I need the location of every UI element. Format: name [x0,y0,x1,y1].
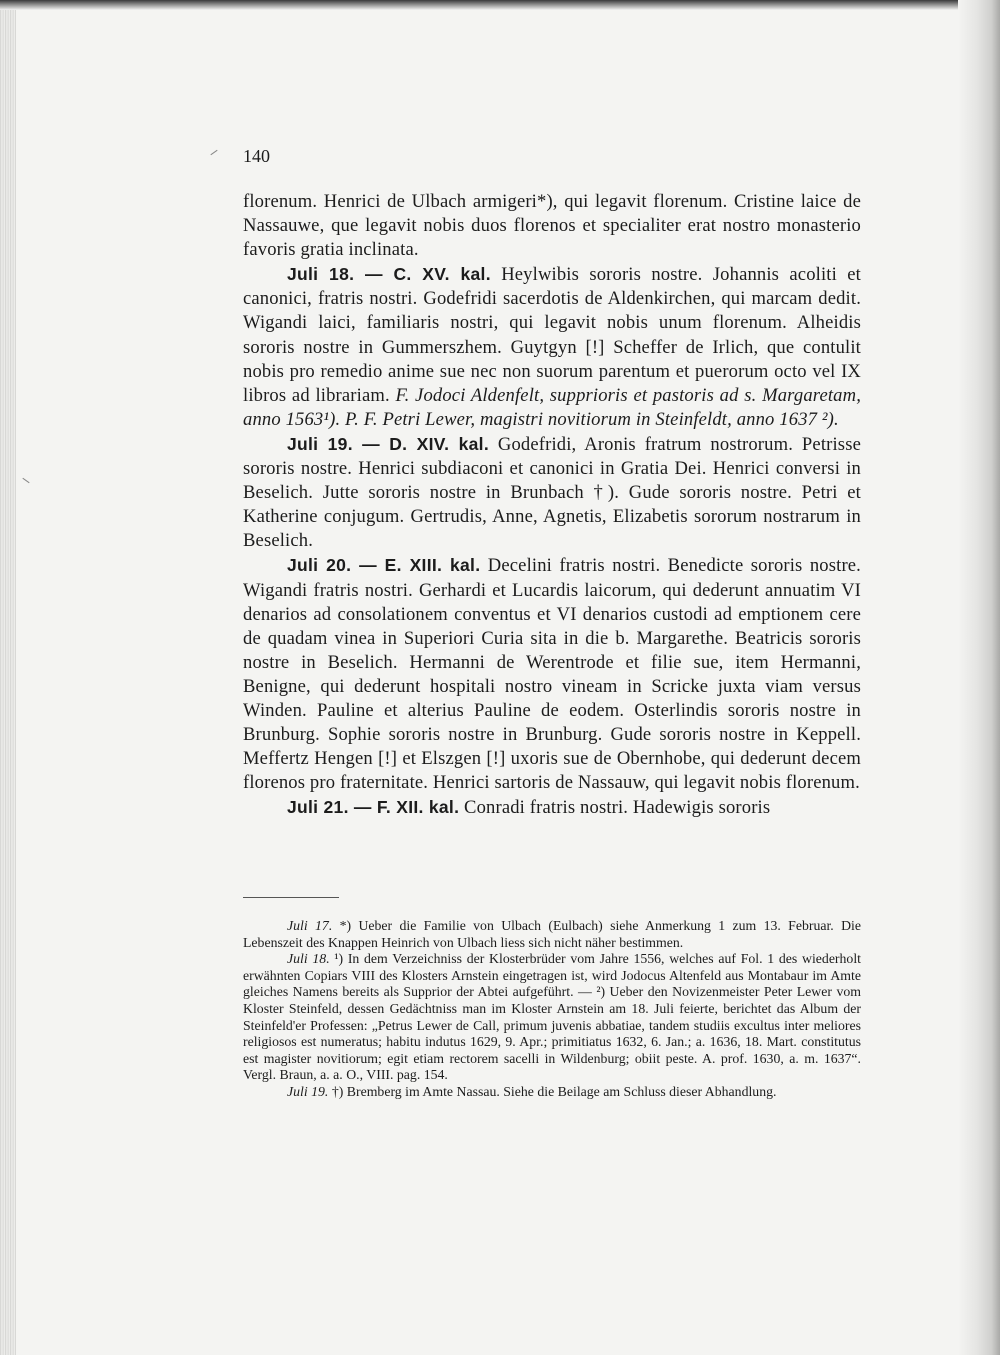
date-heading: Juli 20. — E. XIII. kal. [287,555,481,576]
paragraph-text: Conradi fratris nostri. Hadewigis sororis [459,797,771,819]
footnote [243,918,861,951]
paragraph-juli-20 [243,553,861,795]
footnote-label: Juli 19. [287,1083,329,1099]
paragraph-text: Decelini fratris nostri. Benedicte sororis nostre. Wigandi fratris nostri. Gerhardi et Lucardis laicorum, qui dederunt annuatim VI denarios ad consolationem conventus et VI denarios custodi ad emptionem cere de quadam vinea in Superiori Curia sita in die b. Margarethe. Beatricis sororis nostre in Beselich. Hermanni de Werentrode et filie sue, item Hermanni, Benigne, qui dederunt hospitali nostro vineam in Scricke juxta viam versus Winden. Pauline et alterius Pauline de eodem. Osterlindis sororis nostre in Brunburg. Sophie sororis nostre in Brunburg. Gude sororis nostre in Keppell. Meffertz Hengen [!] et Elszgen [!] uxoris sue de Obernhobe, qui dederunt decem florenos pro fraternitate. Henrici sartoris de Nassauw, qui legavit nobis florenum. [243,555,861,794]
footnote-text: †) Bremberg im Amte Nassau. Siehe die Beilage am Schluss dieser Abhandlung. [328,1083,777,1099]
footnote-text: *) Ueber die Familie von Ulbach (Eulbach) siehe Anmerkung 1 zum 13. Februar. Die Lebenszeit des Knappen Heinrich von Ulbach liess sich nicht näher bestimmen. [243,918,862,950]
footnote-text: ¹) In dem Verzeichniss der Klosterbrüder vom Jahre 1556, welches auf Fol. 1 des wiederholt erwähnten Copiars VIII des Klosters Arnstein eingetragen ist, wird Jodocus Altenfeld aus Montabaur im Amte gleiches Namens bereits als Supprior der Abtei aufgeführt. — ²) Ueber den Novizenmeister Peter Lewer vom Kloster Steinfeld, dessen Gedächtniss man im Kloster Arnstein am 18. Juli feierte, berichtet das Album der Steinfeld'er Professen: „Petrus Lewer de Call, primum juvenis abbatiae, tandem studiis excultus inter meliores religiosos est numeratus; habitu indutus 1629, 9. Apr.; primitiatus 1632, 6. Jan.; a. 1636, 18. Mart. constitutus est magister novitiorum; egit etiam rectorem sacelli in Wildenburg; obiit peste. A. prof. 1630, a. m. 1637“. Vergl. Braun, a. a. O., VIII. pag. 154. [243,951,861,1083]
scan-mark [210,150,217,155]
footnote-label: Juli 17. [287,918,333,933]
paragraph-text: florenum. Henrici de Ulbach armigeri*), qui legavit florenum. Cristine laice de Nassauwe, que legavit nobis duos florenos et specialiter erat nostro monasterio favoris gratia inclinata. [243,191,861,261]
footnote [243,1084,861,1101]
italic-text: F. Jodoci Aldenfelt, supprioris et pastoris ad s. Margaretam, anno 1563¹). P. F. Petri Lewer, magistri novitiorum in Steinfeldt, anno 1637 ²). [243,384,862,430]
date-heading: Juli 18. — C. XV. kal. [287,264,491,285]
footnote [243,951,861,1084]
paragraph-text: Godefridi, Aronis fratrum nostrorum. Petrisse sororis nostre. Henrici subdiaconi et canonici in Gratia Dei. Henrici conversi in Beselich. Jutte sororis nostre in Brunbach †). Gude sororis nostre. Petri et Katherine conjugum. Gertrudis, Anne, Agnetis, Elizabetis sororum nostrarum in Beselich. [243,433,861,552]
page-number: 140 [243,146,270,166]
paragraph-juli-19 [243,432,861,553]
date-heading: Juli 21. — F. XII. kal. [287,797,460,818]
page-right-edge [958,0,1000,1355]
date-heading: Juli 19. — D. XIV. kal. [287,433,489,454]
paragraph [243,190,861,262]
footnotes [243,918,861,1101]
book-spine-edge [0,10,16,1355]
paragraph-juli-18 [243,262,861,432]
main-text [243,190,861,820]
paragraph-juli-21 [243,795,861,820]
paragraph-text: Heylwibis sororis nostre. Johannis acoliti et canonici, fratris nostri. Godefridi sacerdotis de Aldenkirchen, qui marcam dedit. Wigandi laici, familiaris nostri, qui legavit nobis unum florenum. Alheidis sororis nostre in Gummerszhem. Guytgyn [!] Scheffer de Irlich, que contulit nobis pro remedio anime sue nec non suorum parentum et puerorum octo vel IX libros ad librariam. [243,264,861,406]
footnote-divider [243,897,339,898]
scan-top-shadow [0,0,1000,10]
scan-mark [22,478,29,483]
footnote-label: Juli 18. [287,951,330,967]
